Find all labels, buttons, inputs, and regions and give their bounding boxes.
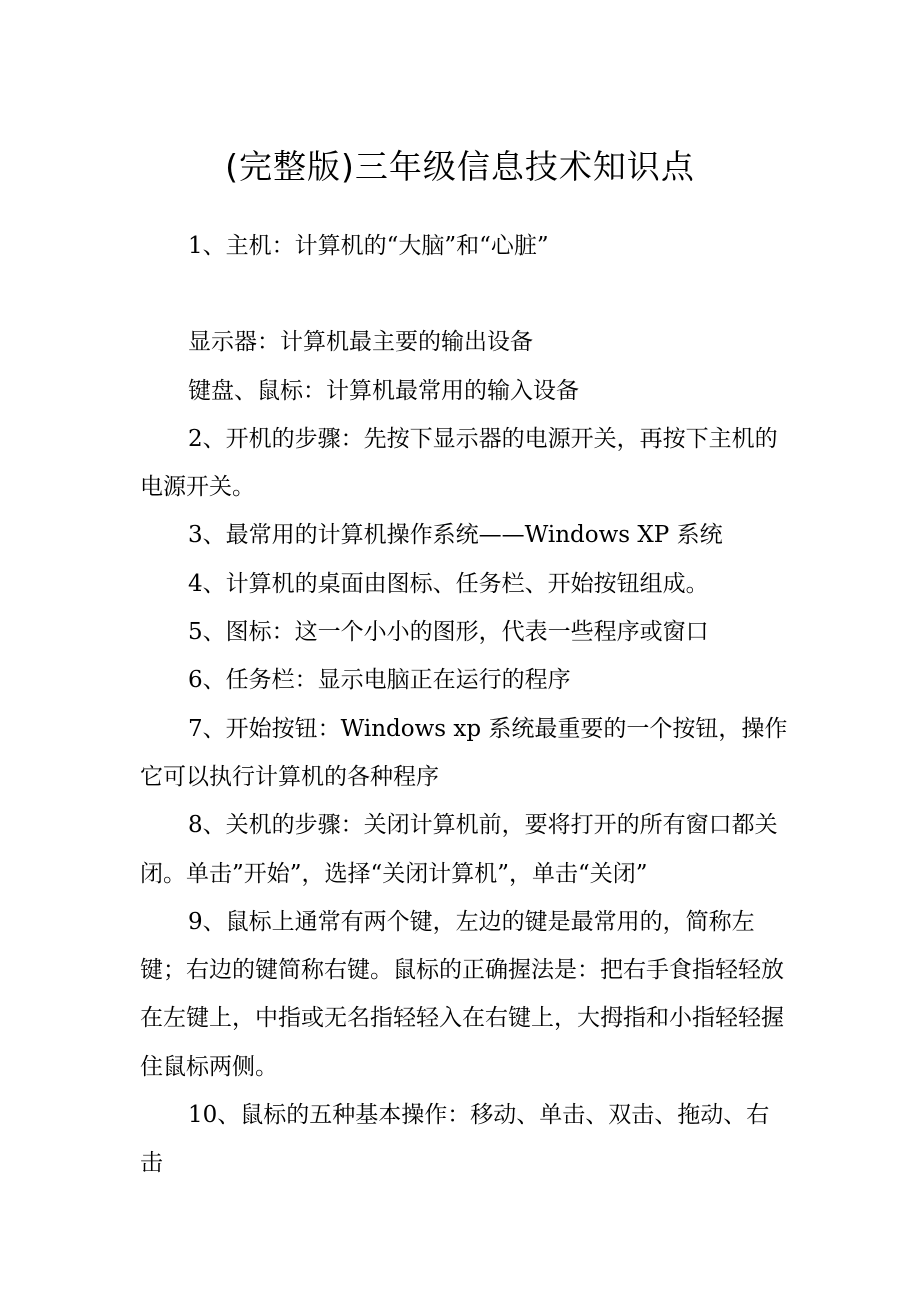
paragraph-11: 9、鼠标上通常有两个键，左边的键是最常用的，简称左键；右边的键简称右键。鼠标的正确握法是：把右手食指轻轻放在左键上，中指或无名指轻轻入在右键上，大拇指和小指轻轻握住鼠标两侧。: [140, 908, 784, 1080]
paragraph-8: 6、任务栏：显示电脑正在运行的程序: [188, 667, 571, 694]
document-body: [140, 222, 790, 1188]
paragraph-10: 8、关机的步骤：关闭计算机前，要将打开的所有窗口都关闭。单击”开始”，选择“关闭计算机”，单击“关闭”: [140, 812, 778, 887]
paragraph-4: 2、开机的步骤：先按下显示器的电源开关，再按下主机的电源开关。: [140, 425, 778, 501]
paragraph-6: 4、计算机的桌面由图标、任务栏、开始按钮组成。: [188, 570, 709, 597]
paragraph-7: 5、图标：这一个小小的图形，代表一些程序或窗口: [188, 619, 709, 646]
paragraph-9: 7、开始按钮：Windows xp 系统最重要的一个按钮，操作它可以执行计算机的各种程序: [140, 715, 788, 790]
paragraph-2: 显示器：计算机最主要的输出设备: [188, 329, 533, 356]
paragraph-12: 10、鼠标的五种基本操作：移动、单击、双击、拖动、右击: [140, 1102, 770, 1177]
paragraph-1: 1、主机：计算机的“大脑”和“心脏”: [188, 233, 549, 259]
paragraph-3: 键盘、鼠标：计算机最常用的输入设备: [188, 377, 579, 404]
paragraph-gap: [140, 270, 790, 318]
document-title: (完整版)三年级信息技术知识点: [225, 147, 695, 186]
paragraph-5: 3、最常用的计算机操作系统——Windows XP 系统: [188, 522, 723, 549]
